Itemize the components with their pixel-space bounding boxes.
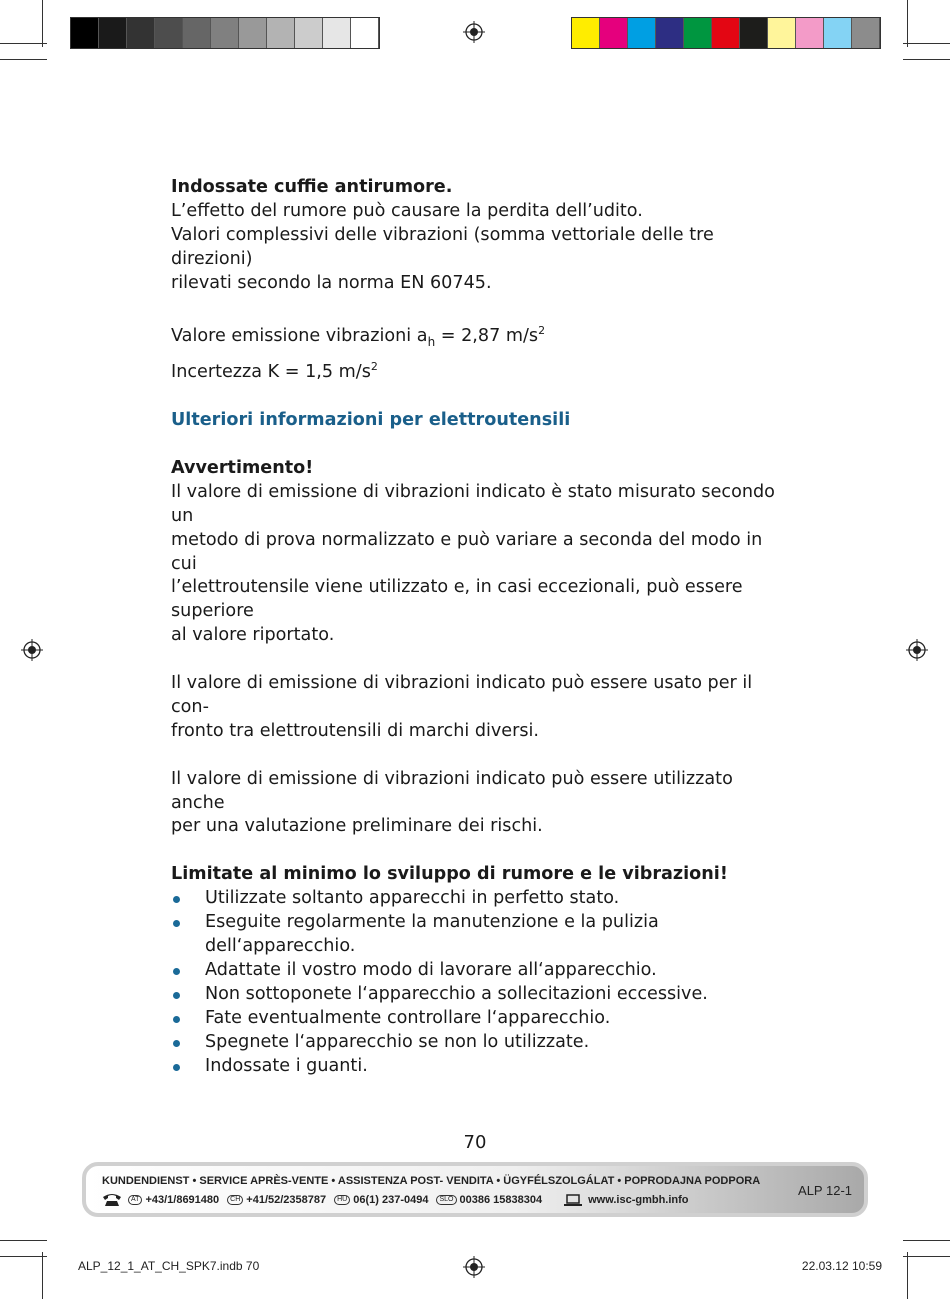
bullet-icon xyxy=(173,920,180,927)
color-swatch xyxy=(740,18,768,48)
list-item: Fate eventualmente controllare l‘apparecchio. xyxy=(171,1007,791,1031)
list-item: Indossate i guanti. xyxy=(171,1055,791,1079)
warning-title: Avvertimento! xyxy=(171,457,314,478)
color-swatch xyxy=(824,18,852,48)
crop-mark xyxy=(0,1256,47,1257)
file-slug: ALP_12_1_AT_CH_SPK7.indb 70 xyxy=(78,1259,260,1273)
limit-title: Limitate al minimo lo sviluppo di rumore e le vibrazioni! xyxy=(171,864,728,885)
list-item: Utilizzate soltanto apparecchi in perfetto stato. xyxy=(171,887,791,911)
grayscale-color-bar xyxy=(70,17,380,49)
body-line: L’effetto del rumore può causare la perdita dell’udito. xyxy=(171,200,643,221)
body-line: l’elettroutensile viene utilizzato e, in casi eccezionali, può essere superiore xyxy=(171,577,743,622)
date-slug: 22.03.12 10:59 xyxy=(801,1259,882,1273)
bullet-icon xyxy=(173,968,180,975)
list-item: Adattate il vostro modo di lavorare all‘apparecchio. xyxy=(171,959,791,983)
crop-mark xyxy=(903,59,950,60)
uncertainty-line: Incertezza K = 1,5 $m/s^2$ xyxy=(171,360,378,383)
bullet-list xyxy=(171,887,791,1078)
crop-mark xyxy=(903,1256,950,1257)
section-heading: Ulteriori informazioni per elettroutensili xyxy=(171,410,571,431)
color-swatch xyxy=(628,18,656,48)
customer-service-bar xyxy=(82,1162,868,1217)
crop-mark xyxy=(0,1240,47,1241)
bullet-icon xyxy=(173,1016,180,1023)
hearing-protection-title: Indossate cuffie antirumore. xyxy=(171,177,453,197)
crop-mark xyxy=(42,0,43,47)
color-swatch xyxy=(712,18,740,48)
crop-mark xyxy=(42,1252,43,1299)
body-line: fronto tra elettroutensili di marchi diversi. xyxy=(171,720,539,741)
color-swatch xyxy=(183,18,211,48)
color-swatch xyxy=(572,18,600,48)
bullet-icon xyxy=(173,896,180,903)
registration-mark-icon xyxy=(463,21,485,43)
crop-mark xyxy=(903,1240,950,1241)
color-swatch xyxy=(239,18,267,48)
contact-hu: HU 06(1) 237-0494 xyxy=(334,1194,428,1206)
color-swatch xyxy=(768,18,796,48)
color-swatch xyxy=(351,18,379,48)
list-item: Spegnete l‘apparecchio se non lo utilizzate. xyxy=(171,1031,791,1055)
crop-mark xyxy=(0,43,47,44)
registration-mark-icon xyxy=(906,639,928,661)
body-line: rilevati secondo la norma EN 60745. xyxy=(171,272,492,293)
color-swatch xyxy=(211,18,239,48)
color-swatch xyxy=(295,18,323,48)
color-swatch xyxy=(99,18,127,48)
process-color-bar xyxy=(571,17,881,49)
list-item: Non sottoponete l‘apparecchio a sollecitazioni eccessive. xyxy=(171,983,791,1007)
color-swatch xyxy=(684,18,712,48)
website-link[interactable]: www.isc-gmbh.info xyxy=(588,1194,689,1206)
body-line: al valore riportato. xyxy=(171,625,335,646)
telephone-icon xyxy=(102,1193,122,1207)
body-line: Valori complessivi delle vibrazioni (somma vettoriale delle tre direzioni) xyxy=(171,224,714,269)
crop-mark xyxy=(0,59,47,60)
crop-mark xyxy=(907,0,908,47)
body-line: Il valore di emissione di vibrazioni indicato può essere usato per il con- xyxy=(171,673,753,717)
manual-body xyxy=(171,176,791,1078)
color-swatch xyxy=(323,18,351,48)
service-names: KUNDENDIENST • SERVICE APRÈS-VENTE • ASSISTENZA POST- VENDITA • ÜGYFÉLSZOLGÁLAT • POPRODAJNA PODPORA xyxy=(102,1175,761,1187)
crop-mark xyxy=(903,43,950,44)
vibration-value-line: Valore emissione vibrazioni $a_h = 2,87$ $m/s^2$ xyxy=(171,324,546,350)
laptop-icon xyxy=(564,1194,582,1207)
registration-mark-icon xyxy=(21,639,43,661)
body-line: Il valore di emissione di vibrazioni indicato è stato misurato secondo un xyxy=(171,481,775,526)
model-code: ALP 12-1 xyxy=(798,1183,852,1198)
color-swatch xyxy=(155,18,183,48)
color-swatch xyxy=(71,18,99,48)
color-swatch xyxy=(656,18,684,48)
body-line: Il valore di emissione di vibrazioni indicato può essere utilizzato anche xyxy=(171,768,733,813)
list-item: Eseguite regolarmente la manutenzione e la pulizia dell‘apparecchio. xyxy=(171,911,791,959)
contact-slo: SLO 00386 15838304 xyxy=(436,1194,542,1206)
service-contacts xyxy=(102,1193,689,1207)
body-line: metodo di prova normalizzato e può variare a seconda del modo in cui xyxy=(171,529,763,574)
bullet-icon xyxy=(173,992,180,999)
color-swatch xyxy=(852,18,880,48)
color-swatch xyxy=(796,18,824,48)
bullet-icon xyxy=(173,1040,180,1047)
color-swatch xyxy=(127,18,155,48)
color-swatch xyxy=(600,18,628,48)
contact-ch: CH +41/52/2358787 xyxy=(227,1194,326,1206)
page-number: 70 xyxy=(463,1132,487,1153)
registration-mark-icon xyxy=(463,1256,485,1278)
bullet-icon xyxy=(173,1064,180,1071)
crop-mark xyxy=(907,1252,908,1299)
color-swatch xyxy=(267,18,295,48)
body-line: per una valutazione preliminare dei rischi. xyxy=(171,816,543,837)
contact-at: AT +43/1/8691480 xyxy=(128,1194,219,1206)
